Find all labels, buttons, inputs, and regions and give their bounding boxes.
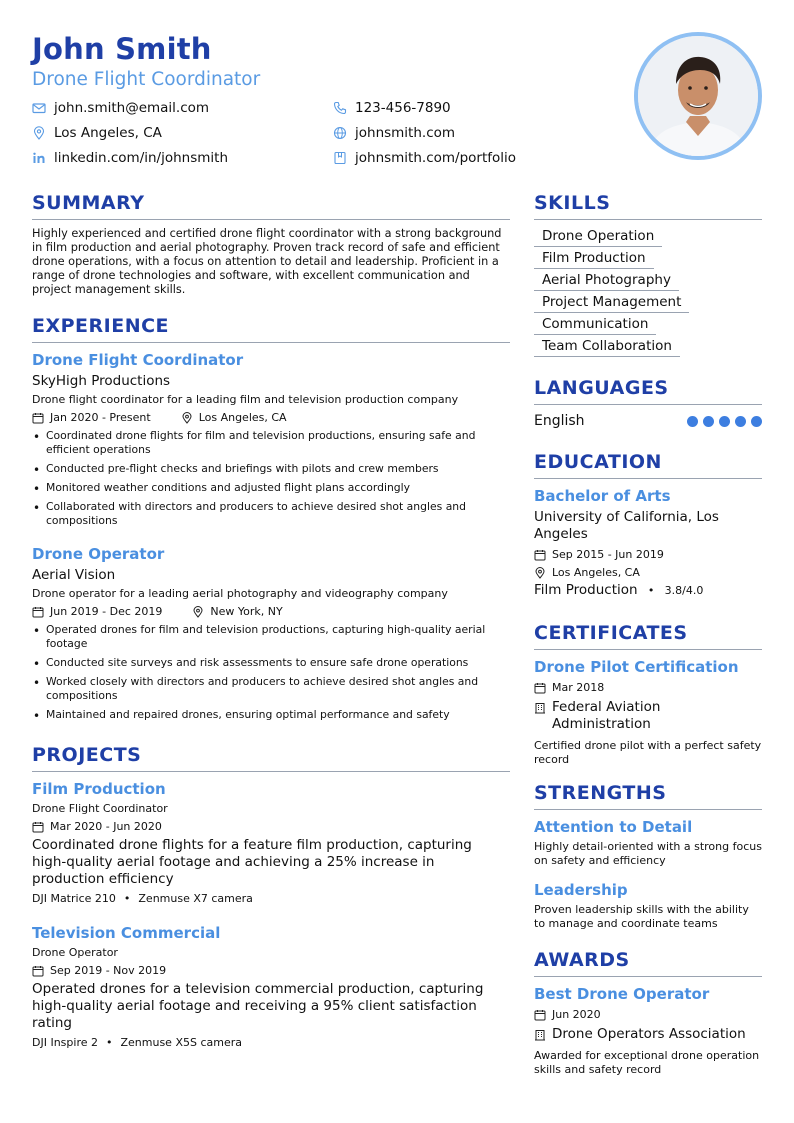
project-title: Film Production (32, 780, 166, 798)
list-item: • Coordinated drone flights for film and television productions, ensuring safe and efficient operations (32, 429, 510, 457)
calendar-icon (32, 412, 44, 424)
calendar-icon (534, 1009, 546, 1021)
strength-description: Highly detail-oriented with a strong focus on safety and efficiency (534, 840, 762, 867)
projects-divider (32, 771, 510, 772)
job-meta (32, 411, 510, 424)
education-field-row: Film Production • 3.8/4.0 (534, 582, 704, 598)
award-entry (534, 985, 762, 1077)
project-description: Coordinated drone flights for a feature film production, capturing high-quality aerial footage and achieving a 25% increase in production efficiency (32, 837, 472, 887)
languages-divider (534, 404, 762, 405)
skill-tag: Drone Operation (534, 225, 662, 247)
project-tags: DJI Matrice 210 • Zenmuse X7 camera (32, 892, 253, 905)
certificate-title: Drone Pilot Certification (534, 658, 739, 676)
list-item: • Monitored weather conditions and adjusted flight plans accordingly (32, 481, 510, 495)
education-entry (534, 487, 762, 599)
strengths-heading: STRENGTHS (534, 782, 667, 804)
project-role: Drone Flight Coordinator (32, 802, 168, 815)
job-bullets (32, 429, 510, 528)
job-description: Drone flight coordinator for a leading film and television production company (32, 393, 459, 406)
location-pin-icon (192, 606, 204, 618)
level-dot (719, 416, 730, 427)
location-pin-icon (181, 412, 193, 424)
project-dates: Sep 2019 - Nov 2019 (50, 964, 167, 977)
education-location-row (534, 566, 762, 579)
calendar-icon (32, 965, 44, 977)
education-heading: EDUCATION (534, 451, 662, 473)
job-dates: Jan 2020 - Present (50, 411, 151, 424)
list-item: • Collaborated with directors and producers to achieve desired shot angles and compositions (32, 500, 510, 528)
mail-icon (32, 101, 46, 115)
job-description: Drone operator for a leading aerial photography and videography company (32, 587, 448, 600)
job-company: Aerial Vision (32, 567, 116, 583)
education-field: Film Production (534, 582, 638, 598)
award-date: Jun 2020 (552, 1008, 601, 1021)
website-text: johnsmith.com (355, 125, 456, 141)
list-item: • Worked closely with directors and producers to achieve desired shot angles and compositions (32, 675, 510, 703)
experience-heading: EXPERIENCE (32, 315, 170, 337)
list-item: • Operated drones for film and television productions, capturing high-quality aerial footage (32, 623, 510, 651)
job-dates: Jun 2019 - Dec 2019 (50, 605, 163, 618)
award-issuer: Drone Operators Association (552, 1026, 746, 1042)
calendar-icon (534, 682, 546, 694)
job-entry (32, 545, 510, 727)
project-meta (32, 820, 510, 833)
degree: Bachelor of Arts (534, 487, 671, 505)
contact-email[interactable] (32, 100, 209, 116)
job-title: Drone Operator (32, 545, 165, 563)
project-description: Operated drones for a television commercial production, capturing high-quality aerial footage and receiving a 95% client satisfaction rating (32, 981, 484, 1031)
strength-entry (534, 818, 762, 868)
project-meta (32, 964, 510, 977)
email-text: john.smith@email.com (54, 100, 210, 116)
certificate-entry (534, 658, 762, 767)
project-tags: DJI Inspire 2 • Zenmuse X5S camera (32, 1036, 242, 1049)
list-item: • Conducted pre-flight checks and briefings with pilots and crew members (32, 462, 510, 476)
job-entry (32, 351, 510, 533)
calendar-icon (32, 606, 44, 618)
job-title: Drone Flight Coordinator (32, 351, 244, 369)
skills-divider (534, 219, 762, 220)
award-issuer-row (534, 1026, 762, 1043)
certificate-date-row (534, 681, 762, 694)
project-dates: Mar 2020 - Jun 2020 (50, 820, 162, 833)
globe-icon (333, 126, 347, 140)
language-level (682, 416, 762, 427)
award-title: Best Drone Operator (534, 985, 710, 1003)
education-gpa: 3.8/4.0 (664, 584, 704, 597)
contact-portfolio[interactable] (333, 150, 516, 166)
awards-divider (534, 976, 762, 977)
certificate-issuer-row (534, 699, 762, 733)
education-dates-row (534, 548, 762, 561)
experience-divider (32, 342, 510, 343)
job-meta (32, 605, 510, 618)
profile-photo (634, 32, 762, 160)
strength-title: Leadership (534, 881, 628, 899)
certificate-date: Mar 2018 (552, 681, 605, 694)
certificate-description: Certified drone pilot with a perfect safety record (534, 739, 762, 766)
awards-heading: AWARDS (534, 949, 630, 971)
phone-text: 123-456-7890 (355, 100, 451, 116)
level-dot (751, 416, 762, 427)
skills-heading: SKILLS (534, 192, 611, 214)
certificate-issuer: Federal Aviation Administration (552, 699, 661, 732)
contact-website[interactable] (333, 125, 455, 141)
summary-heading: SUMMARY (32, 192, 145, 214)
skill-tag: Project Management (534, 291, 689, 313)
building-icon (534, 702, 546, 714)
job-location: Los Angeles, CA (198, 411, 287, 424)
certificates-heading: CERTIFICATES (534, 622, 688, 644)
calendar-icon (32, 821, 44, 833)
portfolio-text: johnsmith.com/portfolio (355, 150, 517, 166)
award-description: Awarded for exceptional drone operation skills and safety record (534, 1049, 760, 1076)
project-entry (32, 780, 510, 905)
location-text: Los Angeles, CA (54, 125, 162, 141)
strength-entry (534, 881, 762, 931)
language-name: English (534, 413, 585, 429)
summary-divider (32, 219, 510, 220)
strengths-divider (534, 809, 762, 810)
strength-description: Proven leadership skills with the ability to manage and coordinate teams (534, 903, 749, 930)
projects-heading: PROJECTS (32, 744, 142, 766)
skills-list (534, 225, 762, 357)
project-entry (32, 924, 510, 1049)
job-location: New York, NY (210, 605, 283, 618)
strength-title: Attention to Detail (534, 818, 693, 836)
language-row (534, 413, 762, 429)
certificates-divider (534, 649, 762, 650)
portfolio-icon (333, 151, 347, 165)
job-bullets (32, 623, 510, 722)
skill-tag: Aerial Photography (534, 269, 679, 291)
list-item: • Conducted site surveys and risk assessments to ensure safe drone operations (32, 656, 510, 670)
project-tag: Zenmuse X5S camera (120, 1036, 242, 1049)
education-location: Los Angeles, CA (552, 566, 640, 579)
list-item: • Maintained and repaired drones, ensuring optimal performance and safety (32, 708, 510, 722)
project-tag: DJI Matrice 210 (32, 892, 116, 905)
skill-tag: Film Production (534, 247, 654, 269)
award-date-row (534, 1008, 762, 1021)
linkedin-text: linkedin.com/in/johnsmith (54, 150, 229, 166)
skill-tag: Team Collaboration (534, 335, 680, 357)
building-icon (534, 1029, 546, 1041)
phone-icon (333, 101, 347, 115)
level-dot (703, 416, 714, 427)
skill-tag: Communication (534, 313, 656, 335)
job-company: SkyHigh Productions (32, 373, 171, 389)
linkedin-icon (32, 151, 46, 165)
education-dates: Sep 2015 - Jun 2019 (552, 548, 664, 561)
level-dot (735, 416, 746, 427)
summary-text: Highly experienced and certified drone flight coordinator with a strong background in film production and aerial photography. Proven track record of safe and efficient drone operations, with a focus on attention to detail and leadership. Proficient in a range of drone technologies and software, with excellent communication and project management skills. (32, 227, 502, 296)
contact-location (32, 125, 162, 141)
languages-heading: LANGUAGES (534, 377, 669, 399)
location-pin-icon (32, 126, 46, 140)
project-role: Drone Operator (32, 946, 118, 959)
contact-phone[interactable] (333, 100, 451, 116)
project-tag: DJI Inspire 2 (32, 1036, 98, 1049)
level-dot (687, 416, 698, 427)
project-tag: Zenmuse X7 camera (138, 892, 253, 905)
location-pin-icon (534, 567, 546, 579)
education-divider (534, 478, 762, 479)
school: University of California, Los Angeles (534, 509, 719, 542)
candidate-name: John Smith (32, 32, 212, 66)
project-title: Television Commercial (32, 924, 221, 942)
contact-linkedin[interactable] (32, 150, 228, 166)
calendar-icon (534, 549, 546, 561)
candidate-role: Drone Flight Coordinator (32, 69, 261, 90)
